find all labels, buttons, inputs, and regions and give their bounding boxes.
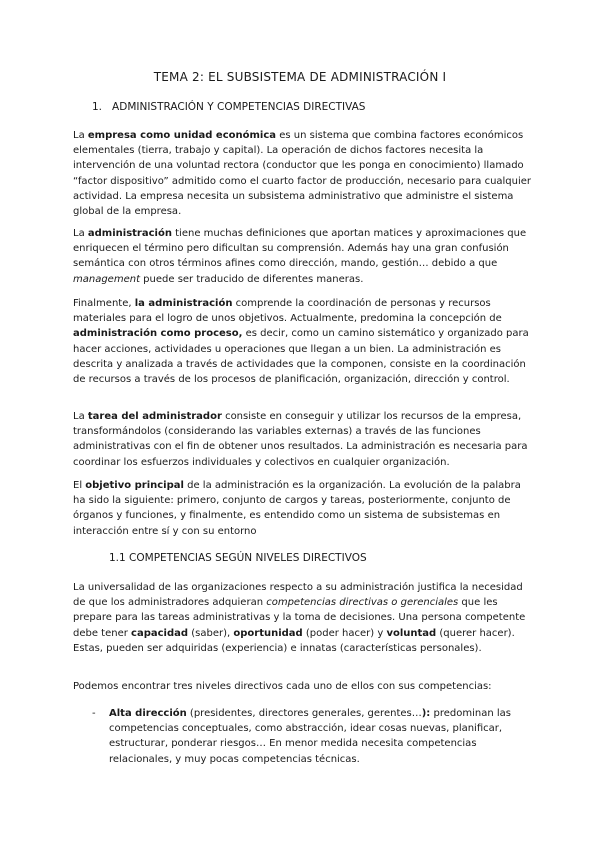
- text-run: consiste en conseguir y utilizar los recursos de la empresa, transformándolos (considerando las variables externas) a través de las funciones administrativas con el fin de obtener unos resultados. La administración es necesaria para coordinar los esfuerzos individuales y colectivos en cualquier organización.: [73, 411, 528, 468]
- text-run: Finalmente,: [73, 298, 135, 309]
- text-run: La: [73, 411, 88, 422]
- bold-term: tarea del administrador: [87, 411, 222, 422]
- bold-term: administración: [87, 228, 172, 239]
- italic-term: competencias directivas o gerenciales: [266, 597, 459, 609]
- text-run: tiene muchas definiciones que aportan matices y aproximaciones que enriquecen el término pero dificultan su comprensión. Además hay una gran confusión semántica con otros términos afines como dirección, mando, gestión… debido a que: [73, 228, 527, 270]
- bold-term: ):: [421, 708, 431, 719]
- text-run: es decir, como un camino sistemático y organizado para hacer acciones, actividades u operaciones que llegan a un bien. La administración es descrita y analizada a través de actividades que la componen, consiste en la coordinación de recursos a través de los procesos de planificación, organización, dirección y control.: [73, 328, 529, 386]
- bold-term: oportunidad: [233, 627, 303, 639]
- bold-term: la administración: [134, 298, 233, 309]
- text-run: predominan las competencias conceptuales, como abstracción, idear cosas nuevas, planificar, estructurar, ponderar riesgos… En menor medida necesita competencias relacionales, y muy pocas competencias técnicas.: [109, 708, 511, 765]
- paragraph-proceso: [73, 296, 535, 387]
- document-title: TEMA 2: EL SUBSISTEMA DE ADMINISTRACIÓN I: [153, 70, 447, 84]
- text-run: La: [73, 130, 88, 141]
- text-run: es un sistema que combina factores económicos elementales (tierra, trabajo y capital). La operación de dichos factores necesita la intervención de una voluntad rectora (conductor que les ponga en conocimiento) llamado “factor dispositivo” admitido como el cuarto factor de producción, necesario para cualquier actividad. La empresa necesita un subsistema administrativo que administre el sistema global de la empresa.: [73, 130, 532, 218]
- bold-term: objetivo principal: [85, 480, 184, 491]
- text-run: (poder hacer) y: [302, 627, 387, 639]
- text-run: comprende la coordinación de personas y recursos materiales para el logro de unos objetivos. Actualmente, predomina la concepción de: [73, 298, 502, 325]
- bold-term: capacidad: [131, 627, 189, 639]
- section-heading-text: ADMINISTRACIÓN Y COMPETENCIAS DIRECTIVAS: [112, 101, 366, 113]
- paragraph-tarea: [73, 409, 535, 470]
- text-run: (querer hacer). Estas, pueden ser adquiridas (experiencia) e innatas (características personales).: [73, 627, 515, 654]
- text-run: Podemos encontrar tres niveles directivos cada uno de ellos con sus competencias:: [73, 681, 492, 692]
- paragraph-administracion: [73, 226, 535, 287]
- text-run: El: [73, 480, 86, 491]
- text-run: puede ser traducido de diferentes maneras.: [140, 273, 364, 285]
- section-number: 1.: [92, 101, 103, 113]
- text-run: (saber),: [188, 627, 234, 639]
- bold-term: administración como proceso,: [73, 328, 243, 340]
- text-run: que les prepare para las tareas administrativas y la toma de decisiones. Una persona competente debe tener: [73, 597, 526, 639]
- bold-term: empresa como unidad económica: [87, 130, 277, 141]
- text-run: de la administración es la organización. La evolución de la palabra ha sido la siguiente: primero, conjunto de cargos y tareas, posteriormente, conjunto de órganos y funciones, y finalmente, es entendido como un sistema de subsistemas en interacción entre sí y con su entorno: [73, 480, 521, 537]
- list-bullet: -: [92, 708, 96, 719]
- text-run: (presidentes, directores generales, gerentes…: [186, 708, 422, 719]
- section-heading-1-1: 1.1 COMPETENCIAS SEGÚN NIVELES DIRECTIVOS: [109, 552, 367, 564]
- paragraph-niveles: [73, 679, 535, 694]
- italic-term: management: [73, 273, 140, 285]
- paragraph-empresa: [73, 128, 535, 219]
- paragraph-competencias: [73, 580, 535, 656]
- section-heading-1: [92, 101, 365, 113]
- bold-term: Alta dirección: [109, 708, 187, 719]
- bold-term: voluntad: [386, 627, 437, 639]
- text-run: La universalidad de las organizaciones respecto a su administración justifica la necesidad de que los administradores adquieran: [73, 582, 523, 609]
- text-run: La: [73, 228, 88, 239]
- list-item-alta-direccion: [109, 706, 539, 767]
- paragraph-objetivo: [73, 478, 535, 539]
